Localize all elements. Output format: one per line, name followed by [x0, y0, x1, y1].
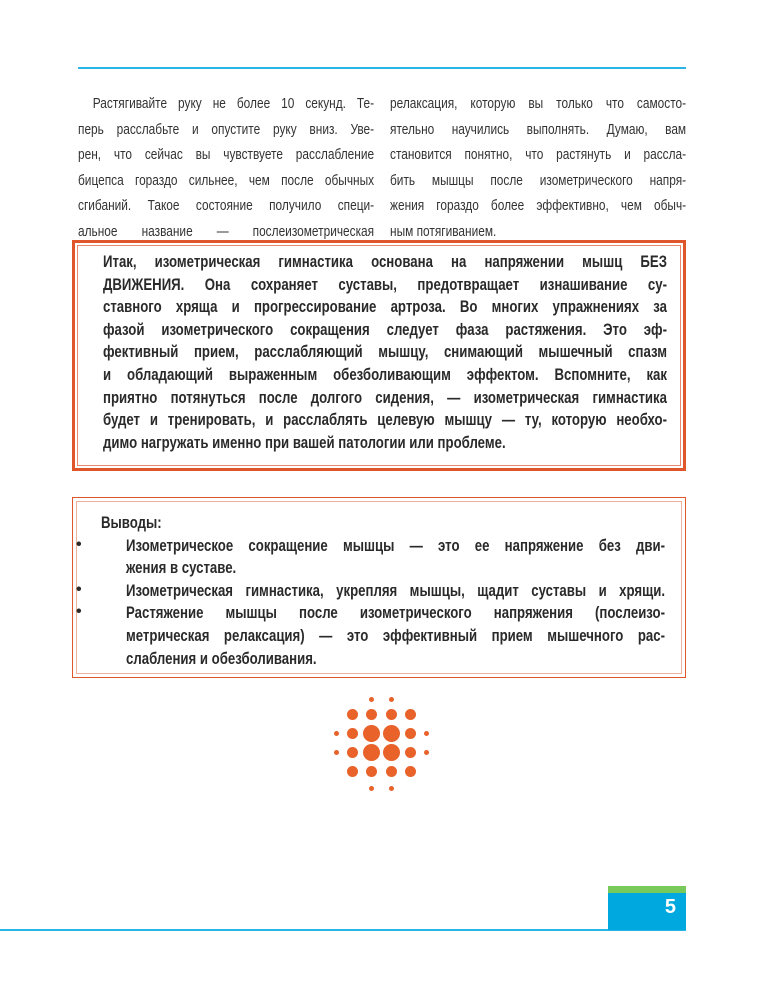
- ornament-dot: [369, 786, 374, 791]
- ornament-dot: [424, 731, 429, 736]
- footer-rule: [0, 929, 686, 931]
- text-line: ДВИЖЕНИЯ. Она сохраняет суставы, предотвращает изнашивание су-: [103, 275, 667, 294]
- text-line: слабления и обезболивания.: [126, 649, 317, 668]
- text-line: сгибаний. Такое состояние получило специ-: [78, 198, 375, 214]
- text-line: фективный прием, расслабляющий мышцу, снимающий мышечный спазм: [103, 343, 667, 362]
- text-line: бить мышцы после изометрического напря-: [390, 172, 687, 189]
- text-line: будет и тренировать, и расслаблять целевую мышцу — ту, которую необхо-: [103, 411, 667, 430]
- text-line: Растягивайте руку не более 10 секунд. Те-: [92, 96, 375, 112]
- text-line: бицепса гораздо сильнее, чем после обычных: [78, 172, 375, 189]
- bullet-item: [76, 602, 665, 670]
- text-line: фазой изометрического сокращения следует фаза растяжения. Это эф-: [103, 320, 667, 339]
- text-line: альное название — послеизометрическая: [78, 223, 375, 240]
- summary-callout-box: [72, 240, 686, 471]
- ornament-dot: [389, 697, 394, 702]
- ornament-dot: [347, 728, 358, 739]
- ornament-dot: [363, 725, 380, 742]
- conclusions-heading: Выводы:: [101, 514, 162, 532]
- page-number: 5: [664, 896, 676, 918]
- text-line: жения в суставе.: [126, 559, 237, 578]
- text-line: жения гораздо более эффективно, чем обыч-: [390, 198, 687, 214]
- text-line: перь расслабьте и опустите руку вниз. Уве-: [78, 121, 375, 138]
- left-column: [78, 92, 374, 245]
- ornament-dot: [405, 709, 416, 720]
- text-line: димо нагружать именно при вашей патологии или проблеме.: [103, 433, 506, 452]
- bullet: •: [76, 580, 82, 598]
- text-line: и обладающий выраженным обезболивающим эффектом. Вспомните, как: [103, 365, 667, 384]
- text-line: Изометрическое сокращение мышцы — это ее напряжение без дви-: [126, 536, 665, 555]
- bullet: •: [76, 603, 82, 621]
- ornament-dot: [366, 766, 377, 777]
- ornament-dot: [386, 766, 397, 777]
- text-line: метрическая релаксация) — это эффективный прием мышечного рас-: [126, 626, 665, 645]
- text-line: ятельно научились выполнять. Думаю, вам: [390, 121, 687, 138]
- right-column: [390, 92, 686, 245]
- text-line: приятно потянуться после долгого сидения, — изометрическая гимнастика: [103, 388, 667, 407]
- text-line: Итак, изометрическая гимнастика основана на напряжении мышц БЕЗ: [103, 253, 667, 271]
- ornament-dot: [347, 709, 358, 720]
- bullet-item: [76, 535, 665, 580]
- ornament-dot: [334, 731, 339, 736]
- text-line: становится понятно, что растянуть и рассла-: [390, 147, 687, 163]
- text-line: ным потягиванием.: [390, 223, 497, 240]
- ornament-dot: [405, 766, 416, 777]
- text-line: релаксация, которую вы только что самосто-: [390, 96, 687, 112]
- text-line: рен, что сейчас вы чувствуете расслабление: [78, 147, 375, 163]
- ornament-dot: [369, 697, 374, 702]
- header-rule: [78, 67, 686, 69]
- text-line: Изометрическая гимнастика, укрепляя мышцы, щадит суставы и хрящи.: [126, 581, 665, 600]
- ornament-dot: [363, 744, 380, 761]
- text-line: Растяжение мышцы после изометрического напряжения (послеизо-: [126, 604, 665, 623]
- page-number-tab: [608, 886, 686, 930]
- ornament-dot: [424, 750, 429, 755]
- bullet-item: [76, 580, 665, 603]
- text-line: ставного хряща и прогрессирование артроза. Во многих упражнениях за: [103, 298, 667, 317]
- ornament-dot: [347, 766, 358, 777]
- ornament-dot: [386, 709, 397, 720]
- ornament-dot: [383, 725, 400, 742]
- bullet: •: [76, 535, 82, 553]
- ornament-dot: [383, 744, 400, 761]
- ornament-dot: [405, 747, 416, 758]
- ornament-dot: [334, 750, 339, 755]
- ornament-dot: [405, 728, 416, 739]
- conclusions-box: [72, 497, 686, 678]
- ornament-dot: [389, 786, 394, 791]
- ornament-dot: [366, 709, 377, 720]
- ornament-dot: [347, 747, 358, 758]
